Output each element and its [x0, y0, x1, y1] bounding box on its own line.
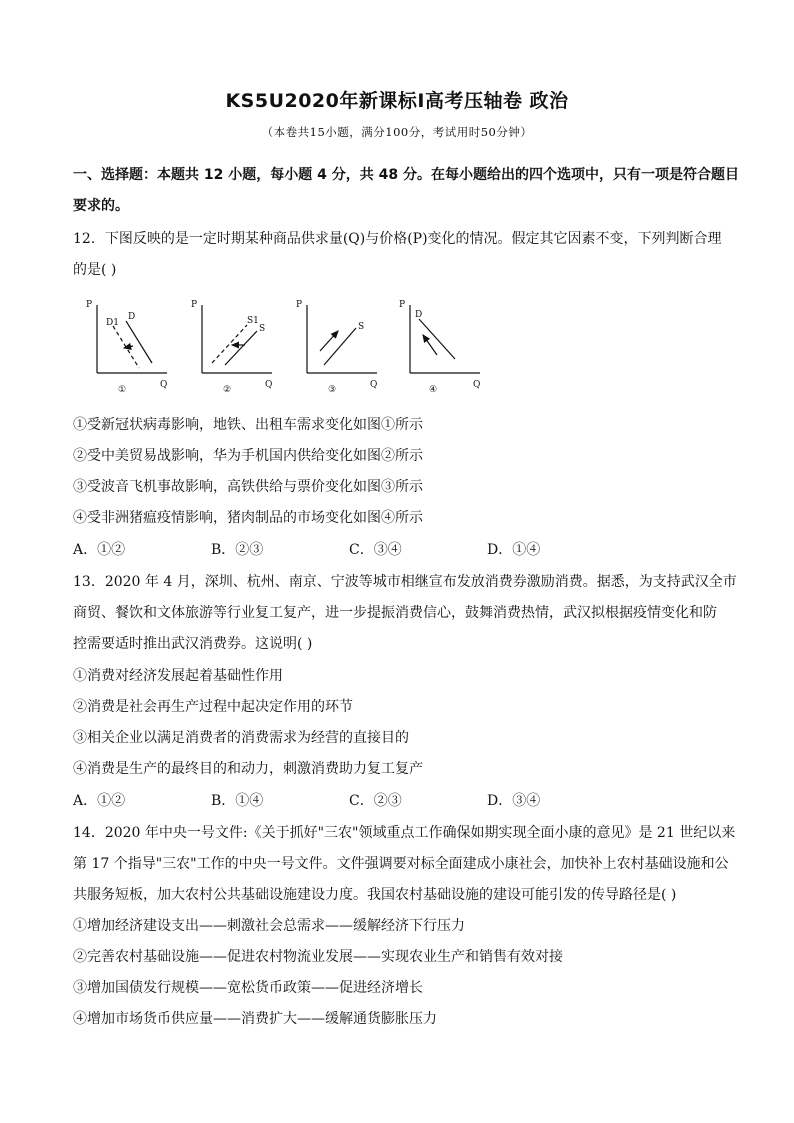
- graph-3-supply-curve: [324, 328, 356, 365]
- q12-option-c[interactable]: C．③④: [349, 542, 402, 558]
- graph-2-p-label: P: [191, 300, 198, 310]
- graph-2-s-label: S: [259, 324, 266, 334]
- q12-stem-cont: 的是( ): [73, 262, 117, 278]
- graph-4-p-label: P: [399, 300, 406, 310]
- graph-3-number: ③: [328, 385, 337, 393]
- graph-4-d-label: D: [415, 310, 423, 320]
- q12-option-d[interactable]: D．①④: [487, 542, 541, 558]
- q13-stem: 13．2020 年 4 月，深圳、杭州、南京、宁波等城市相继宣布发放消费券激励消费。据悉，为支持武汉全市: [73, 574, 737, 590]
- q13-statement-3: ③相关企业以满足消费者的消费需求为经营的直接目的: [73, 730, 409, 746]
- graph-3-s-label: S: [358, 322, 365, 332]
- graph-4: [393, 293, 493, 395]
- graph-3-p-label: P: [296, 300, 303, 310]
- graph-3: [290, 293, 390, 395]
- q14-stem-cont-1: 第 17 个指导"三农"工作的中央一号文件。文件强调要对标全面建成小康社会，加快补上农村基础设施和公: [73, 856, 729, 872]
- q13-statement-4: ④消费是生产的最终目的和动力，刺激消费助力复工复产: [73, 761, 423, 777]
- q13-statement-1: ①消费对经济发展起着基础性作用: [73, 668, 283, 684]
- q12-statement-4: ④受非洲猪瘟疫情影响，猪肉制品的市场变化如图④所示: [73, 510, 423, 526]
- q14-statement-2: ②完善农村基础设施——促进农村物流业发展——实现农业生产和销售有效对接: [73, 949, 563, 965]
- q14-stem-cont-2: 共服务短板，加大农村公共基础设施建设力度。我国农村基础设施的建设可能引发的传导路径是( ): [73, 887, 677, 903]
- graph-2-q-label: Q: [265, 380, 273, 390]
- q13-option-d[interactable]: D．③④: [487, 793, 541, 809]
- q14-statement-1: ①增加经济建设支出——刺激社会总需求——缓解经济下行压力: [73, 918, 465, 934]
- q13-option-a[interactable]: A．①②: [73, 793, 126, 809]
- q13-option-c[interactable]: C．②③: [349, 793, 402, 809]
- graph-2-supply-curve: [225, 331, 257, 365]
- graph-2: [185, 293, 285, 395]
- graph-1: [80, 293, 180, 395]
- q12-statement-3: ③受波音飞机事故影响，高铁供给与票价变化如图③所示: [73, 479, 423, 495]
- graph-4-arrow: [423, 335, 437, 355]
- q12-option-b[interactable]: B．②③: [211, 542, 264, 558]
- graph-1-d1-label: D1: [106, 318, 119, 328]
- graph-2-s1-label: S1: [247, 316, 259, 326]
- q13-stem-cont-2: 控需要适时推出武汉消费券。这说明( ): [73, 636, 313, 652]
- q12-statement-2: ②受中美贸易战影响，华为手机国内供给变化如图②所示: [73, 448, 423, 464]
- q14-statement-4: ④增加市场货币供应量——消费扩大——缓解通货膨胀压力: [73, 1011, 437, 1027]
- graph-4-demand-curve: [419, 319, 455, 359]
- graph-1-q-label: Q: [160, 380, 168, 390]
- q12-stem: 12．下图反映的是一定时期某种商品供求量(Q)与价格(P)变化的情况。假定其它因素不变，下列判断合理: [73, 231, 722, 247]
- graph-1-demand-curve: [126, 321, 152, 363]
- graph-2-number: ②: [223, 385, 232, 393]
- q12-statement-1: ①受新冠状病毒影响，地铁、出租车需求变化如图①所示: [73, 417, 423, 433]
- graph-2-shifted-curve: [212, 325, 247, 363]
- section-heading-cont: 要求的。: [73, 198, 129, 214]
- page-subtitle: （本卷共15小题，满分100分，考试用时50分钟）: [261, 125, 533, 139]
- q12-graphs: [80, 293, 480, 403]
- section-heading: 一、选择题：本题共 12 小题，每小题 4 分，共 48 分。在每小题给出的四个选项中，只有一项是符合题目: [73, 167, 739, 183]
- q13-option-b[interactable]: B．①④: [211, 793, 264, 809]
- q14-stem: 14．2020 年中央一号文件:《关于抓好"三农"领域重点工作确保如期实现全面小康的意见》是 21 世纪以来: [73, 825, 736, 841]
- graph-1-number: ①: [118, 385, 127, 393]
- q14-statement-3: ③增加国债发行规模——宽松货币政策——促进经济增长: [73, 980, 423, 996]
- graph-3-q-label: Q: [370, 380, 378, 390]
- graph-1-d-label: D: [128, 312, 136, 322]
- graph-1-p-label: P: [86, 300, 93, 310]
- graph-4-number: ④: [429, 385, 438, 393]
- page-title: KS5U2020年新课标Ⅰ高考压轴卷 政治: [225, 90, 569, 112]
- q12-option-a[interactable]: A．①②: [73, 542, 126, 558]
- graph-4-q-label: Q: [473, 380, 481, 390]
- q13-stem-cont-1: 商贸、餐饮和文体旅游等行业复工复产，进一步提振消费信心，鼓舞消费热情，武汉拟根据疫情变化和防: [73, 605, 717, 621]
- graph-3-arrow: [320, 331, 338, 351]
- q13-statement-2: ②消费是社会再生产过程中起决定作用的环节: [73, 699, 353, 715]
